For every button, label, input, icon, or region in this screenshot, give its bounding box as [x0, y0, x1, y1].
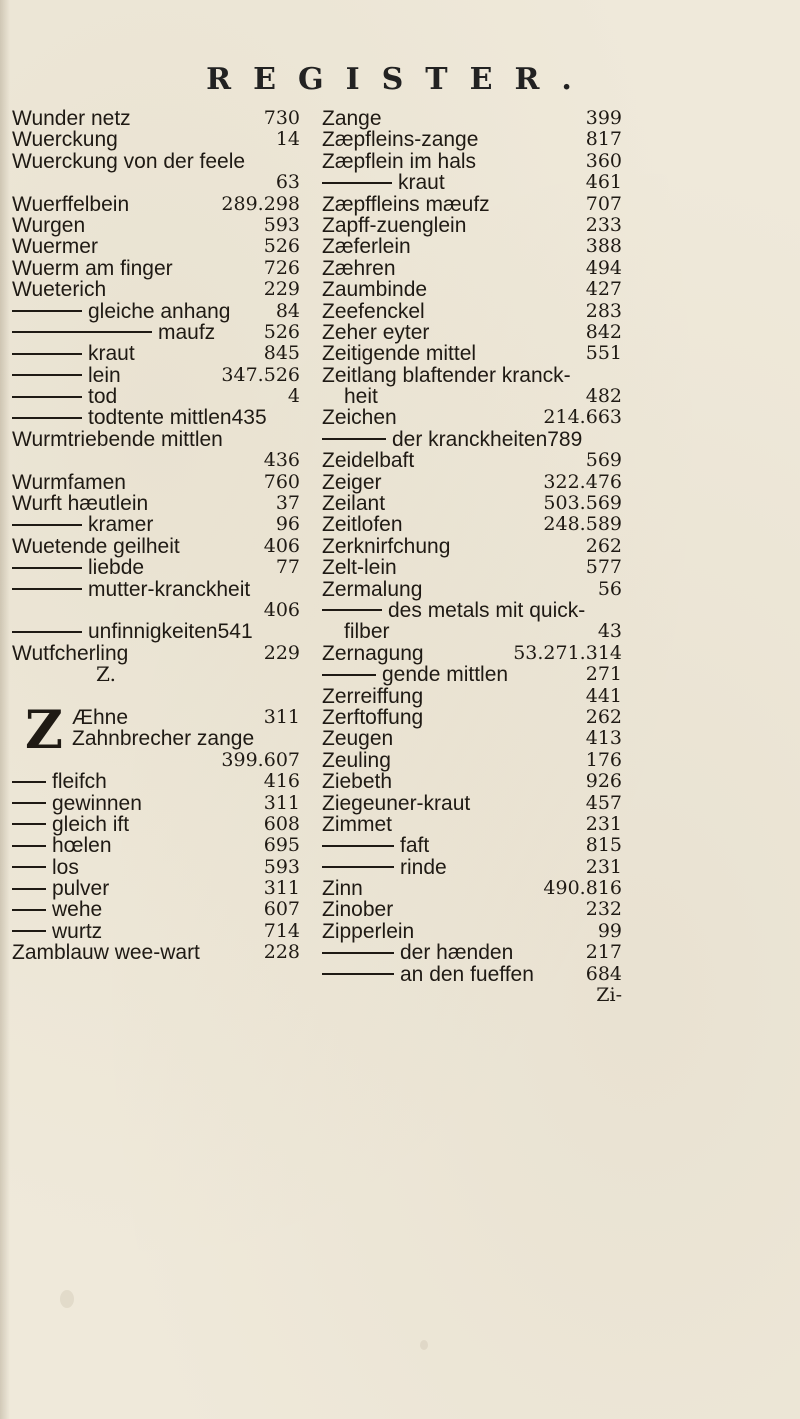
index-entry: [322, 557, 622, 578]
index-entry: [322, 514, 622, 535]
index-entry: [12, 172, 300, 193]
index-entry: [322, 921, 622, 942]
entry-page-number: 262: [585, 705, 622, 728]
entry-term: fleifch: [52, 770, 107, 794]
index-entry: [12, 814, 300, 835]
entry-term: kraut: [398, 171, 445, 195]
entry-term: Wunder netz: [12, 107, 131, 130]
entry-term: Zæpfleins-zange: [322, 128, 479, 152]
index-entry: [12, 407, 300, 428]
entry-page-number: 503.569: [543, 492, 622, 515]
index-entry: [12, 771, 300, 792]
entry-page-number: 322.476: [543, 470, 622, 493]
index-entry: [322, 365, 622, 386]
index-entry: [12, 301, 300, 322]
entry-term: los: [52, 855, 79, 879]
entry-term: wurtz: [52, 919, 103, 943]
index-entry: [322, 686, 622, 707]
entry-page-number: 760: [263, 470, 300, 493]
entry-page-number: 283: [585, 299, 622, 322]
index-entry: [322, 942, 622, 963]
entry-page-number: 494: [585, 256, 622, 279]
entry-term: hœlen: [52, 834, 112, 858]
ditto-dash: [12, 909, 46, 911]
entry-term: gleich ift: [52, 812, 130, 836]
index-entry: [322, 878, 622, 899]
entry-page-number: 926: [585, 770, 622, 793]
entry-page-number: 77: [275, 556, 300, 579]
entry-page-number: 14: [275, 128, 300, 151]
ditto-dash: [12, 930, 46, 932]
entry-term: kramer: [88, 513, 154, 537]
entry-page-number: 232: [585, 898, 622, 921]
ditto-dash: [322, 438, 386, 440]
entry-term: Zeichen: [322, 406, 397, 430]
index-entry: [12, 215, 300, 236]
entry-term: Zerftoffung: [322, 705, 424, 729]
index-entry: [12, 236, 300, 257]
index-entry: [12, 857, 300, 878]
entry-page-number: 607: [263, 898, 300, 921]
entry-term: Zernagung: [322, 641, 424, 665]
index-entry: [322, 536, 622, 557]
index-entry: [322, 279, 622, 300]
entry-term: Zeher eyter: [322, 320, 430, 344]
entry-page-number: 229: [263, 278, 300, 301]
entry-term: Zimmet: [322, 812, 392, 836]
index-entry: [12, 450, 300, 471]
entry-term: Zange: [322, 107, 382, 130]
register-left-column: [12, 108, 300, 964]
entry-page-number: 593: [263, 855, 300, 878]
index-entry: [12, 878, 300, 899]
entry-page-number: 416: [263, 770, 300, 793]
entry-term: Wutfcherling: [12, 641, 129, 665]
entry-page-number: Zi-: [596, 984, 622, 1007]
index-entry: [322, 793, 622, 814]
index-entry: [12, 557, 300, 578]
paper-stain: [60, 1290, 74, 1308]
entry-term: todtente mittlen435: [88, 406, 267, 430]
entry-page-number: 482: [585, 385, 622, 408]
entry-page-number: 842: [585, 320, 622, 343]
ditto-dash: [12, 631, 82, 633]
entry-page-number: 707: [585, 192, 622, 215]
index-entry: [12, 835, 300, 856]
index-entry: [322, 322, 622, 343]
index-entry: [322, 343, 622, 364]
entry-term: mutter-kranckheit: [88, 577, 251, 601]
entry-term: Wuerckung von der feele: [12, 149, 246, 173]
entry-page-number: 233: [585, 213, 622, 236]
index-entry: [322, 600, 622, 621]
ditto-dash: [12, 781, 46, 783]
entry-page-number: 248.589: [543, 513, 622, 536]
entry-page-number: 99: [597, 919, 622, 942]
index-entry: [322, 750, 622, 771]
entry-term: faft: [400, 834, 430, 858]
entry-term: Zerreiffung: [322, 684, 424, 708]
book-spine-shadow: [0, 0, 10, 1419]
entry-term: Wuerckung: [12, 128, 118, 152]
ditto-dash: [12, 374, 82, 376]
index-entry: [322, 579, 622, 600]
entry-page-number: 311: [263, 877, 300, 900]
entry-page-number: 569: [585, 449, 622, 472]
index-entry: [12, 279, 300, 300]
index-entry: [322, 429, 622, 450]
entry-term: Wuerm am finger: [12, 256, 173, 280]
entry-term: Wuerffelbein: [12, 192, 130, 216]
index-entry: [322, 621, 622, 642]
entry-page-number: 360: [585, 149, 622, 172]
entry-page-number: 526: [263, 235, 300, 258]
index-entry: [322, 493, 622, 514]
entry-term: gleiche anhang: [88, 299, 231, 323]
entry-page-number: 427: [585, 278, 622, 301]
entry-term: des metals mit quick-: [388, 598, 586, 622]
index-entry: [12, 386, 300, 407]
register-right-column: [322, 108, 622, 1006]
entry-page-number: 311: [263, 705, 300, 728]
index-entry: [322, 450, 622, 471]
entry-page-number: 441: [585, 684, 622, 707]
ditto-dash: [12, 567, 82, 569]
entry-page-number: 406: [263, 534, 300, 557]
index-entry: [322, 985, 622, 1006]
index-entry: [12, 750, 300, 771]
entry-page-number: 436: [263, 449, 300, 472]
index-entry: [12, 643, 300, 664]
entry-page-number: 714: [263, 919, 300, 942]
index-entry: [322, 707, 622, 728]
index-entry: [322, 301, 622, 322]
entry-page-number: 413: [585, 727, 622, 750]
entry-term: Zermalung: [322, 577, 423, 601]
index-entry: [322, 771, 622, 792]
entry-term: Ziegeuner-kraut: [322, 791, 471, 815]
entry-page-number: 53.271.314: [513, 641, 622, 664]
entry-term: an den fueffen: [400, 962, 534, 986]
index-entry: [322, 236, 622, 257]
entry-term: Æhne: [72, 705, 129, 729]
entry-term: rinde: [400, 855, 447, 879]
index-entry: [322, 643, 622, 664]
entry-term: Wurmfamen: [12, 470, 126, 494]
entry-term: gende mittlen: [382, 663, 509, 687]
index-entry: [12, 472, 300, 493]
index-entry: [322, 129, 622, 150]
entry-term: Zamblauw wee-wart: [12, 941, 200, 965]
ditto-dash: [12, 524, 82, 526]
ditto-dash: [12, 888, 46, 890]
entry-page-number: 271: [585, 663, 622, 686]
ditto-dash: [12, 845, 46, 847]
entry-term: Zeitlang blaftender kranck-: [322, 363, 571, 387]
index-entry: [322, 472, 622, 493]
entry-page-number: 37: [275, 492, 300, 515]
ditto-dash: [12, 417, 82, 419]
ditto-dash: [322, 866, 394, 868]
entry-term: der kranckheiten789: [392, 427, 583, 451]
entry-page-number: 695: [263, 834, 300, 857]
entry-term: Zeilant: [322, 492, 386, 516]
index-entry: [322, 835, 622, 856]
entry-term: Wurmtriebende mittlen: [12, 427, 223, 451]
entry-term: unfinnigkeiten541: [88, 620, 253, 644]
entry-page-number: 262: [585, 534, 622, 557]
entry-page-number: 84: [275, 299, 300, 322]
entry-page-number: 406: [263, 598, 300, 621]
entry-term: der hænden: [400, 941, 514, 965]
entry-page-number: 229: [263, 641, 300, 664]
entry-page-number: 388: [585, 235, 622, 258]
index-entry: [322, 215, 622, 236]
entry-term: Zaumbinde: [322, 278, 428, 302]
entry-term: Zæhren: [322, 256, 396, 280]
index-entry: [12, 536, 300, 557]
page-header: REGISTER.: [206, 62, 594, 97]
index-entry: [322, 108, 622, 129]
index-entry: [12, 429, 300, 450]
entry-term: Wurft hæutlein: [12, 492, 149, 516]
index-entry: [12, 151, 300, 172]
index-entry: [12, 514, 300, 535]
entry-page-number: 96: [275, 513, 300, 536]
entry-page-number: 231: [585, 855, 622, 878]
ditto-dash: [12, 353, 82, 355]
entry-term: Zipperlein: [322, 919, 415, 943]
entry-page-number: 726: [263, 256, 300, 279]
entry-term: Zerknirfchung: [322, 534, 451, 558]
entry-term: Wuetende geilheit: [12, 534, 180, 558]
ditto-dash: [322, 952, 394, 954]
entry-page-number: 490.816: [543, 877, 622, 900]
index-entry: [12, 322, 300, 343]
entry-page-number: 289.298: [221, 192, 300, 215]
entry-term: Zeiger: [322, 470, 382, 494]
entry-term: Zinn: [322, 877, 363, 901]
ditto-dash: [12, 823, 46, 825]
index-entry: [12, 579, 300, 600]
entry-page-number: 399.607: [221, 748, 300, 771]
entry-term: lein: [88, 363, 121, 387]
entry-term: Ziebeth: [322, 770, 393, 794]
entry-page-number: 684: [585, 962, 622, 985]
index-entry: [12, 921, 300, 942]
drop-capital: Z: [25, 699, 63, 761]
ditto-dash: [12, 802, 46, 804]
ditto-dash: [12, 866, 46, 868]
entry-term: heit: [344, 385, 378, 409]
entry-page-number: 608: [263, 812, 300, 835]
section-heading: [12, 664, 300, 685]
entry-term: Zæpflein im hals: [322, 149, 477, 173]
index-entry: [12, 258, 300, 279]
entry-term: Zeefenckel: [322, 299, 425, 323]
index-entry: [12, 728, 300, 749]
entry-page-number: 63: [275, 171, 300, 194]
entry-page-number: 461: [585, 171, 622, 194]
entry-term: Zelt-lein: [322, 556, 397, 580]
index-entry: [12, 129, 300, 150]
entry-term: gewinnen: [52, 791, 142, 815]
entry-term: Wurgen: [12, 213, 86, 237]
index-entry: [322, 857, 622, 878]
ditto-dash: [12, 331, 152, 333]
entry-page-number: 4: [287, 385, 300, 408]
entry-page-number: 399: [585, 107, 622, 129]
entry-term: Zeitlofen: [322, 513, 403, 537]
entry-page-number: 228: [263, 941, 300, 964]
entry-term: filber: [344, 620, 390, 644]
entry-page-number: 217: [585, 941, 622, 964]
index-entry: [12, 365, 300, 386]
index-entry: [12, 600, 300, 621]
entry-page-number: 43: [597, 620, 622, 643]
entry-page-number: 56: [597, 577, 622, 600]
ditto-dash: [322, 182, 392, 184]
entry-term: Zæpffleins mæufz: [322, 192, 490, 216]
entry-page-number: 231: [585, 812, 622, 835]
ditto-dash: [322, 674, 376, 676]
entry-term: Wuermer: [12, 235, 98, 259]
index-entry: [322, 964, 622, 985]
index-entry: [12, 793, 300, 814]
entry-page-number: 577: [585, 556, 622, 579]
entry-term: tod: [88, 385, 118, 409]
entry-page-number: 347.526: [221, 363, 300, 386]
entry-page-number: 815: [585, 834, 622, 857]
index-entry: [322, 407, 622, 428]
paper-stain: [420, 1340, 428, 1350]
index-entry: [12, 343, 300, 364]
entry-page-number: 214.663: [543, 406, 622, 429]
index-entry: [322, 258, 622, 279]
entry-page-number: 817: [585, 128, 622, 151]
ditto-dash: [322, 845, 394, 847]
entry-term: Zeuling: [322, 748, 391, 772]
entry-term: wehe: [52, 898, 103, 922]
index-entry: [12, 194, 300, 215]
index-entry: [12, 942, 300, 963]
index-entry: [322, 172, 622, 193]
entry-page-number: 311: [263, 791, 300, 814]
entry-term: Zeitigende mittel: [322, 342, 477, 366]
ditto-dash: [12, 396, 82, 398]
entry-page-number: 730: [263, 107, 300, 129]
ditto-dash: [12, 588, 82, 590]
entry-term: Zinober: [322, 898, 394, 922]
entry-page-number: 176: [585, 748, 622, 771]
section-letter: Z.: [96, 662, 116, 687]
entry-term: Zæferlein: [322, 235, 411, 259]
index-entry: [322, 899, 622, 920]
index-entry: [12, 621, 300, 642]
ditto-dash: [322, 973, 394, 975]
index-entry: [12, 899, 300, 920]
entry-page-number: 457: [585, 791, 622, 814]
entry-page-number: 526: [263, 320, 300, 343]
entry-page-number: 551: [585, 342, 622, 365]
entry-term: liebde: [88, 556, 145, 580]
index-entry: [322, 151, 622, 172]
entry-term: Zeidelbaft: [322, 449, 415, 473]
index-entry: [322, 664, 622, 685]
entry-term: Zahnbrecher zange: [72, 727, 255, 751]
entry-page-number: 845: [263, 342, 300, 365]
index-entry: [322, 814, 622, 835]
index-entry: [322, 386, 622, 407]
entry-term: maufz: [158, 320, 216, 344]
index-entry: [322, 728, 622, 749]
ditto-dash: [12, 310, 82, 312]
index-entry: [12, 108, 300, 129]
index-entry: [322, 194, 622, 215]
entry-term: kraut: [88, 342, 135, 366]
entry-page-number: 593: [263, 213, 300, 236]
ditto-dash: [322, 609, 382, 611]
index-entry: [12, 493, 300, 514]
entry-term: pulver: [52, 877, 110, 901]
entry-term: Zeugen: [322, 727, 394, 751]
entry-term: Wueterich: [12, 278, 107, 302]
entry-term: Zapff-zuenglein: [322, 213, 467, 237]
